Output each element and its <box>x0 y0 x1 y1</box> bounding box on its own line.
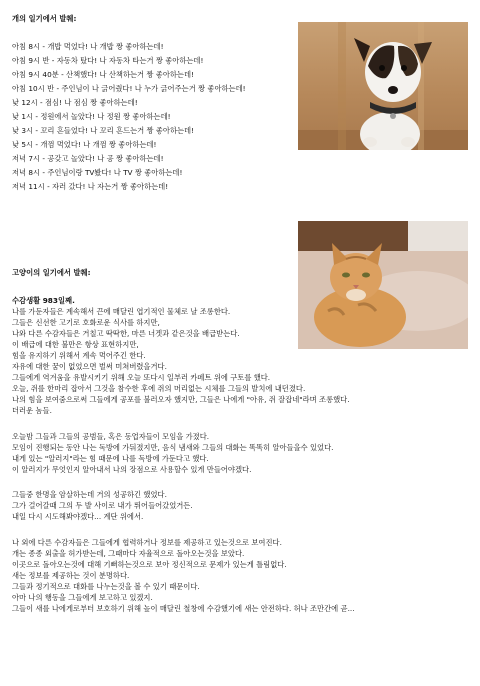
cat-photo <box>298 221 468 349</box>
cat-paragraph-line: 모임이 진행되는 동안 나는 독방에 가둬졌지만, 음식 냄새와 그들의 대화는 똑똑히 알아들을수 있었다. <box>12 443 334 452</box>
cat-paragraph-line: 그들은 신선한 고기로 호화로운 식사를 하지만, <box>12 318 160 327</box>
dog-entry: 저녁 7시 - 공갖고 놀았다! 나 공 짱 좋아하는데! <box>12 154 164 163</box>
cat-section-title: 고양이의 일기에서 발췌: <box>12 268 91 277</box>
cat-diary-day: 수감생활 983일째. <box>12 296 75 305</box>
dog-entry: 낮 5시 - 개껌 먹었다! 나 개껌 짱 좋아하는데! <box>12 140 157 149</box>
cat-paragraph-line: 나를 가둔자들은 계속해서 끈에 매달린 엽기적인 물체로 날 조롱한다. <box>12 307 231 316</box>
dog-entry: 아침 10시 반 - 주인님이 나 긁어줬다! 나 누가 긁어주는거 짱 좋아하는데! <box>12 84 246 93</box>
cat-paragraph-line: 오늘, 쥐를 한마리 잡아서 그것을 참수한 후에 쥐의 머리없는 시체를 그들의 발치에 내던졌다. <box>12 384 306 393</box>
dog-entry: 낮 12시 - 점심! 나 점심 짱 좋아하는데! <box>12 98 138 107</box>
cat-paragraph-line: 나 외에 다른 수감자들은 그들에게 협력하거나 정보를 제공하고 있는것으로 보여진다. <box>12 538 282 547</box>
dog-entry: 아침 9시 반 - 자동차 탔다! 나 자동차 타는거 짱 좋아하는데! <box>12 56 204 65</box>
cat-paragraph-line: 이 배급에 대한 불만은 항상 표현하지만, <box>12 340 139 349</box>
cat-paragraph-line: 아마 나의 행동을 그들에게 보고하고 있겠지. <box>12 593 153 602</box>
cat-paragraph-line: 내게 있는 "알러지"라는 힘 때문에 나를 독방에 가둔다고 했다. <box>12 454 209 463</box>
cat-paragraph-line: 그들과 정기적으로 대화를 나누는것을 볼 수 있기 때문이다. <box>12 582 200 591</box>
cat-paragraph-line: 힘을 유지하기 위해서 계속 먹어주긴 한다. <box>12 351 146 360</box>
cat-paragraph-line: 내일 다시 시도해봐야겠다... 계단 위에서. <box>12 512 144 521</box>
cat-paragraph-line: 새는 정보를 제공하는 것이 분명하다. <box>12 571 130 580</box>
cat-paragraph-line: 나의 힘을 보여줌으로써 그들에게 공포를 불러오자 했지만, 그들은 나에게 "아유, 쥐 잘잡네"라며 조롱했다. <box>12 395 350 404</box>
dog-entry: 낮 1시 - 정원에서 놀았다! 나 정원 짱 좋아하는데! <box>12 112 171 121</box>
cat-paragraph-line: 그들중 한명을 암살하는데 거의 성공하긴 했었다. <box>12 490 167 499</box>
cat-paragraph-line: 그들이 새를 나에게로부터 보호하기 위해 높이 매달린 철창에 수감했기에 새는 안전하다. 허나 조만간에 곧... <box>12 604 355 613</box>
cat-paragraph-line: 이곳으로 돌아오는것에 대해 기뻐하는것으로 보아 정신적으로 문제가 있는게 틀림없다. <box>12 560 287 569</box>
dog-entry: 저녁 8시 - 주인님이랑 TV봤다! 나 TV 짱 좋아하는데! <box>12 168 183 177</box>
cat-paragraph-line: 그들에게 역겨움을 유발시키기 위해 오늘 또다시 일부러 카페트 위에 구토를 했다. <box>12 373 271 382</box>
cat-paragraph-line: 오늘밤 그들과 그들의 공범들, 혹은 동업자들이 모임을 가졌다. <box>12 432 210 441</box>
cat-paragraph-line: 이 알러지가 무엇인지 알아내서 나의 장점으로 사용할수 있게 만들어야겠다. <box>12 465 252 474</box>
cat-paragraph-line: 개는 종종 외출을 허가받는데, 그때마다 자율적으로 돌아오는것을 보았다. <box>12 549 245 558</box>
cat-paragraph-line: 그가 걸어갈때 그의 두 발 사이로 내가 뛰어들어갔었거든. <box>12 501 193 510</box>
dog-photo <box>298 22 468 150</box>
dog-entry: 아침 9시 40분 - 산책했다! 나 산책하는거 짱 좋아하는데! <box>12 70 194 79</box>
cat-paragraph-line: 나와 다른 수감자들은 거칠고 딱딱한, 마른 너겟과 같은것을 배급받는다. <box>12 329 240 338</box>
dog-entry: 낮 3시 - 꼬리 흔들었다! 나 꼬리 흔드는거 짱 좋아하는데! <box>12 126 195 135</box>
dog-entry: 아침 8시 - 개밥 먹었다! 나 개밥 짱 좋아하는데! <box>12 42 164 51</box>
dog-section-title: 개의 일기에서 발췌: <box>12 14 77 23</box>
dog-entry: 저녁 11시 - 자러 갔다! 나 자는거 짱 좋아하는데! <box>12 182 169 191</box>
cat-paragraph-line: 더러운 놈들. <box>12 406 52 415</box>
cat-paragraph-line: 자유에 대한 꿈이 없었으면 벌써 미쳐버렸을거다. <box>12 362 167 371</box>
